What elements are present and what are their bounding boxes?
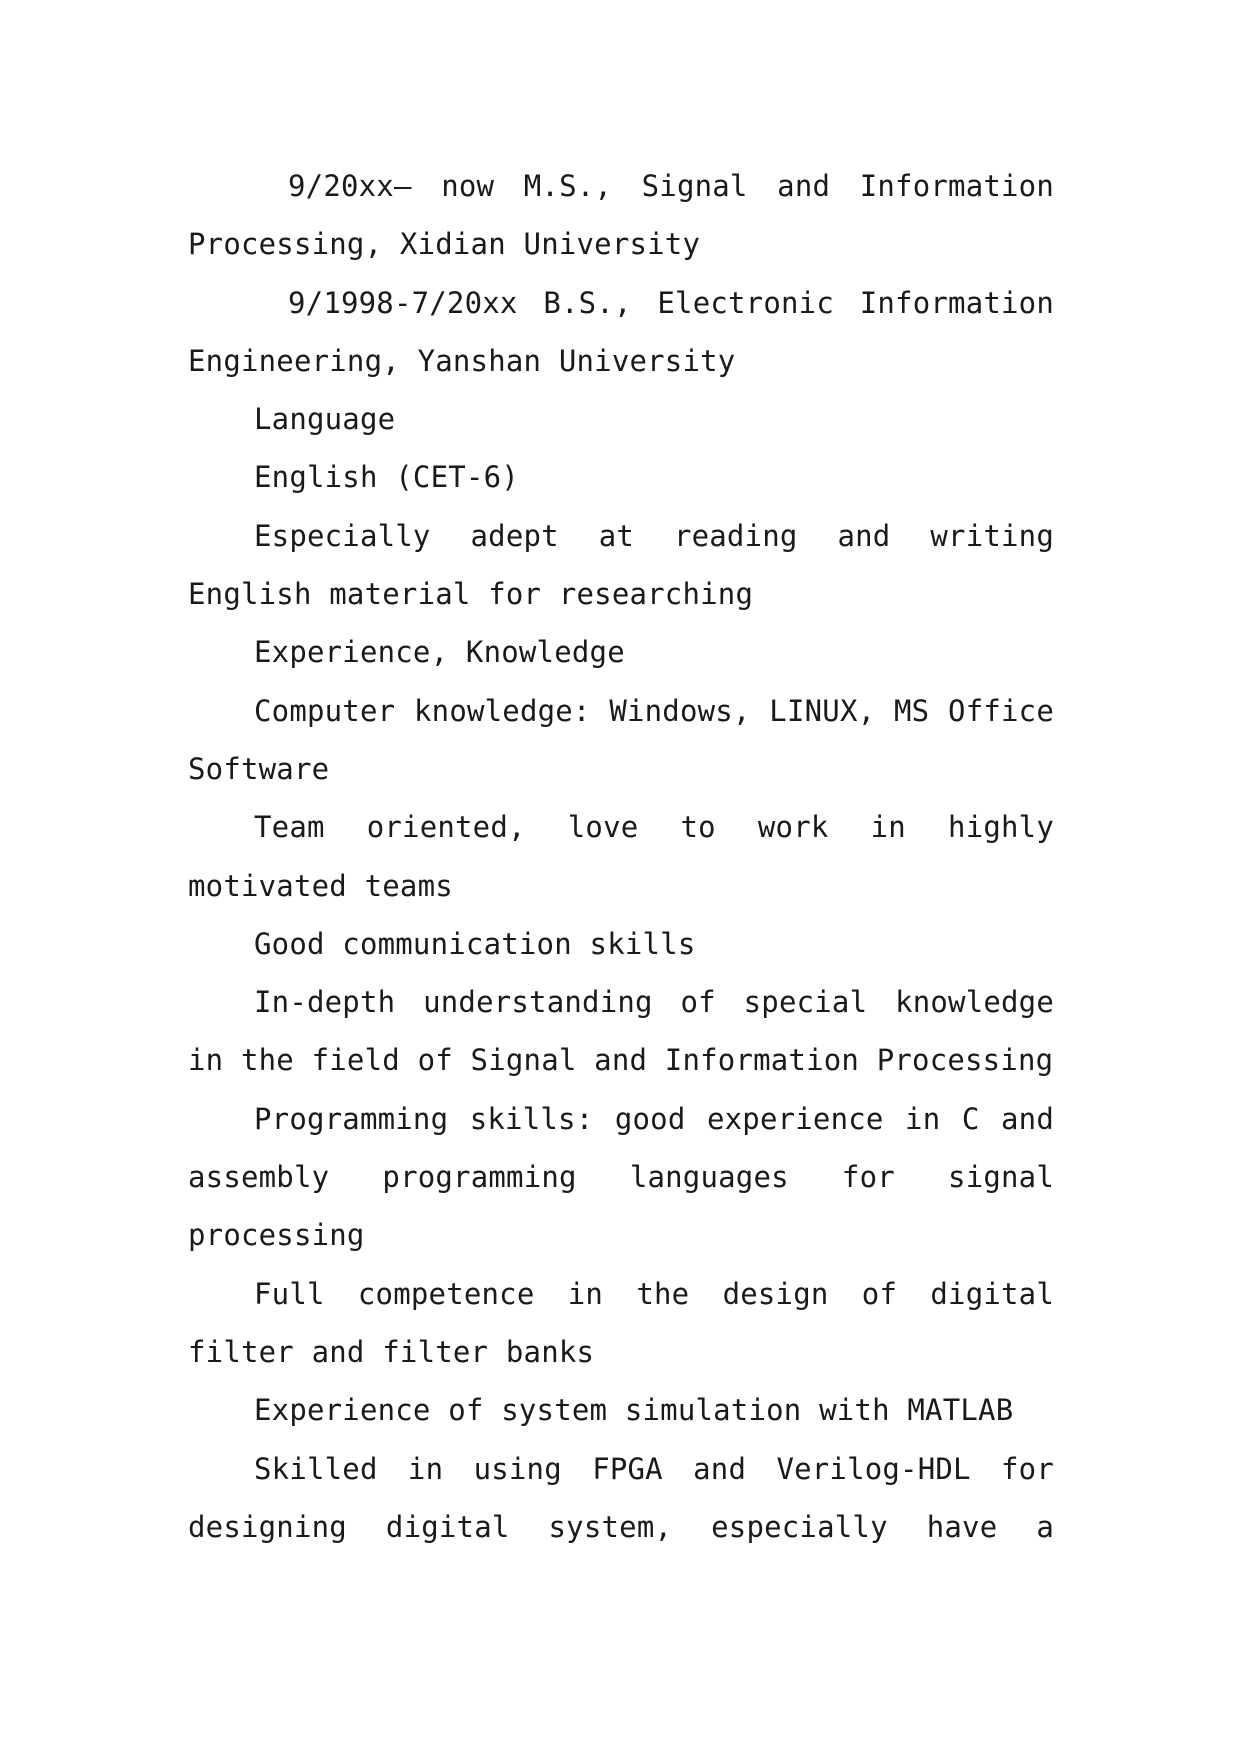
skill-teamwork: Team oriented, love to work in highly motivated teams bbox=[188, 810, 1054, 903]
skill-signal-processing: In-depth understanding of special knowledge in the field of Signal and Information Processing bbox=[188, 985, 1054, 1078]
section-heading-language: Language bbox=[254, 402, 396, 437]
skill-filter-design: Full competence in the design of digital filter and filter banks bbox=[188, 1276, 1054, 1369]
education-ms-entry: 9/20xx– now M.S., Signal and Information Processing, Xidian University bbox=[188, 169, 1054, 262]
skill-programming: Programming skills: good experience in C and assembly programming languages for signal processing bbox=[188, 1101, 1054, 1253]
language-level: English (CET-6) bbox=[254, 460, 519, 495]
skill-matlab: Experience of system simulation with MATLAB bbox=[254, 1393, 1014, 1428]
language-detail: Especially adept at reading and writing English material for researching bbox=[188, 518, 1054, 612]
skill-computer-knowledge: Computer knowledge: Windows, LINUX, MS Office Software bbox=[188, 693, 1054, 786]
section-heading-experience: Experience, Knowledge bbox=[254, 635, 625, 670]
document-page bbox=[188, 157, 1054, 1556]
skill-communication: Good communication skills bbox=[254, 926, 696, 961]
education-bs-entry: 9/1998-7/20xx B.S., Electronic Information Engineering, Yanshan University bbox=[188, 285, 1054, 378]
skill-fpga: Skilled in using FPGA and Verilog-HDL for designing digital system, especially have a bbox=[188, 1451, 1054, 1544]
